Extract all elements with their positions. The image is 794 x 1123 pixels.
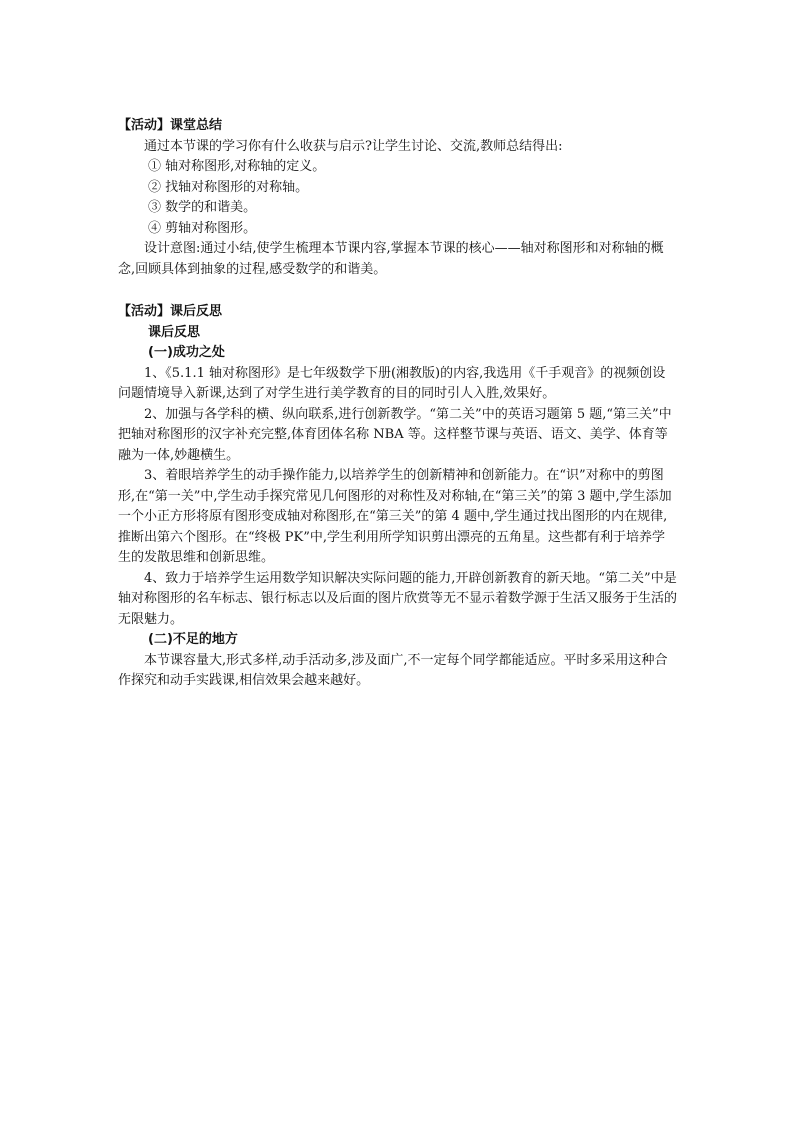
shortcoming-heading: (二)不足的地方 [148, 632, 238, 647]
summary-item-1: ① 轴对称图形,对称轴的定义。 [148, 159, 326, 174]
section-spacer [118, 280, 678, 302]
reflection-subtitle: 课后反思 [148, 324, 201, 340]
success-paragraph-2: 2、加强与各学科的横、纵向联系,进行创新教学。“第二关”中的英语习题第 5 题,“第三关”中把轴对称图形的汉字补充完整,体育团体名称 NBA 等。这样整节课与英语、语文、美学、体育等融为一体,妙趣横生。 [118, 406, 672, 463]
success-paragraph-3: 3、着眼培养学生的动手操作能力,以培养学生的创新精神和创新能力。在“识”对称中的剪图形,在“第一关”中,学生动手探究常见几何图形的对称性及对称轴,在“第三关”的第 3 题中,学生添加一个小正方形将原有图形变成轴对称图形,在“第三关”的第 4 题中,学生通过找出图形的内在规律,推断出第六个图形。在“终极 PK”中,学生利用所学知识剪出漂亮的五角星。这些都有利于培养学生的发散思维和创新思维。 [118, 468, 672, 565]
summary-intro: 通过本节课的学习你有什么收获与启示?让学生讨论、交流,教师总结得出: [144, 138, 563, 154]
success-heading: (一)成功之处 [148, 345, 225, 360]
document-page [118, 116, 678, 692]
success-paragraph-1: 1、《5.1.1 轴对称图形》是七年级数学下册(湘教版)的内容,我选用《千手观音》的视频创设问题情境导入新课,达到了对学生进行美学教育的目的同时引人入胜,效果好。 [118, 365, 666, 401]
section-title-reflection: 【活动】课后反思 [118, 304, 223, 319]
summary-item-4: ④ 剪轴对称图形。 [148, 220, 257, 236]
success-paragraph-4: 4、致力于培养学生运用数学知识解决实际问题的能力,开辟创新教育的新天地。“第二关”中是轴对称图形的名车标志、银行标志以及后面的图片欣赏等无不显示着数学源于生活又服务于生活的无限魅力。 [118, 570, 678, 627]
design-intent: 设计意图:通过小结,使学生梳理本节课内容,掌握本节课的核心——轴对称图形和对称轴的概念,回顾具体到抽象的过程,感受数学的和谐美。 [118, 241, 664, 277]
summary-item-3: ③ 数学的和谐美。 [148, 200, 257, 215]
section-title-summary: 【活动】课堂总结 [118, 118, 223, 133]
summary-item-2: ② 找轴对称图形的对称轴。 [148, 179, 309, 195]
shortcoming-paragraph: 本节课容量大,形式多样,动手活动多,涉及面广,不一定每个同学都能适应。平时多采用这种合作探究和动手实践课,相信效果会越来越好。 [118, 652, 668, 688]
